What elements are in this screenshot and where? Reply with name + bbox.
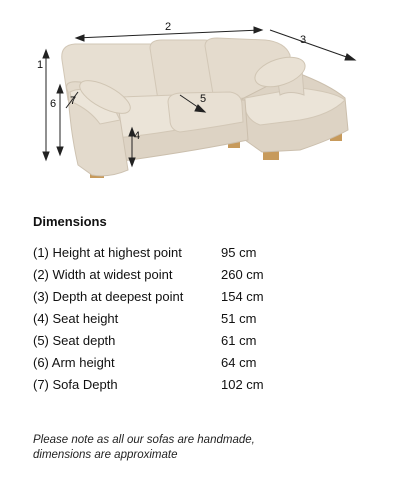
callout-7: 7 xyxy=(70,95,77,107)
dimension-value: 95 cm xyxy=(221,245,257,260)
arrow-3-end xyxy=(345,54,355,60)
sofa-illustration xyxy=(0,0,400,200)
callout-2: 2 xyxy=(165,21,172,33)
dimension-value: 154 cm xyxy=(221,289,264,304)
dimension-value: 64 cm xyxy=(221,355,257,370)
dimension-label: (3) Depth at deepest point xyxy=(33,289,184,304)
note-line-1: Please note as all our sofas are handmade, xyxy=(33,434,255,446)
arrow-2-start xyxy=(76,35,84,41)
dimension-label: (5) Seat depth xyxy=(33,333,116,348)
callout-5: 5 xyxy=(200,93,207,105)
arrow-1-end xyxy=(43,152,49,160)
sofa-diagram xyxy=(0,0,400,200)
dimension-label: (1) Height at highest point xyxy=(33,245,182,260)
handmade-note xyxy=(33,433,255,463)
arrow-1-start xyxy=(43,50,49,58)
callout-3: 3 xyxy=(300,34,307,46)
callout-4: 4 xyxy=(134,130,141,142)
dimension-value: 51 cm xyxy=(221,311,257,326)
dimension-label: (4) Seat height xyxy=(33,311,119,326)
note-line-2: dimensions are approximate xyxy=(33,449,178,461)
dimension-value: 102 cm xyxy=(221,377,264,392)
dimensions-title: Dimensions xyxy=(33,214,107,229)
arrow-6-start xyxy=(57,85,63,93)
dimension-value: 260 cm xyxy=(221,267,264,282)
dimension-label: (7) Sofa Depth xyxy=(33,377,118,392)
dimension-label: (6) Arm height xyxy=(33,355,115,370)
dimension-label: (2) Width at widest point xyxy=(33,267,173,282)
dimension-value: 61 cm xyxy=(221,333,257,348)
arrow-6-end xyxy=(57,147,63,155)
arrow-4-end xyxy=(129,158,135,166)
callout-6: 6 xyxy=(50,98,57,110)
arrow-2-end xyxy=(254,27,262,33)
callout-1: 1 xyxy=(37,59,44,71)
